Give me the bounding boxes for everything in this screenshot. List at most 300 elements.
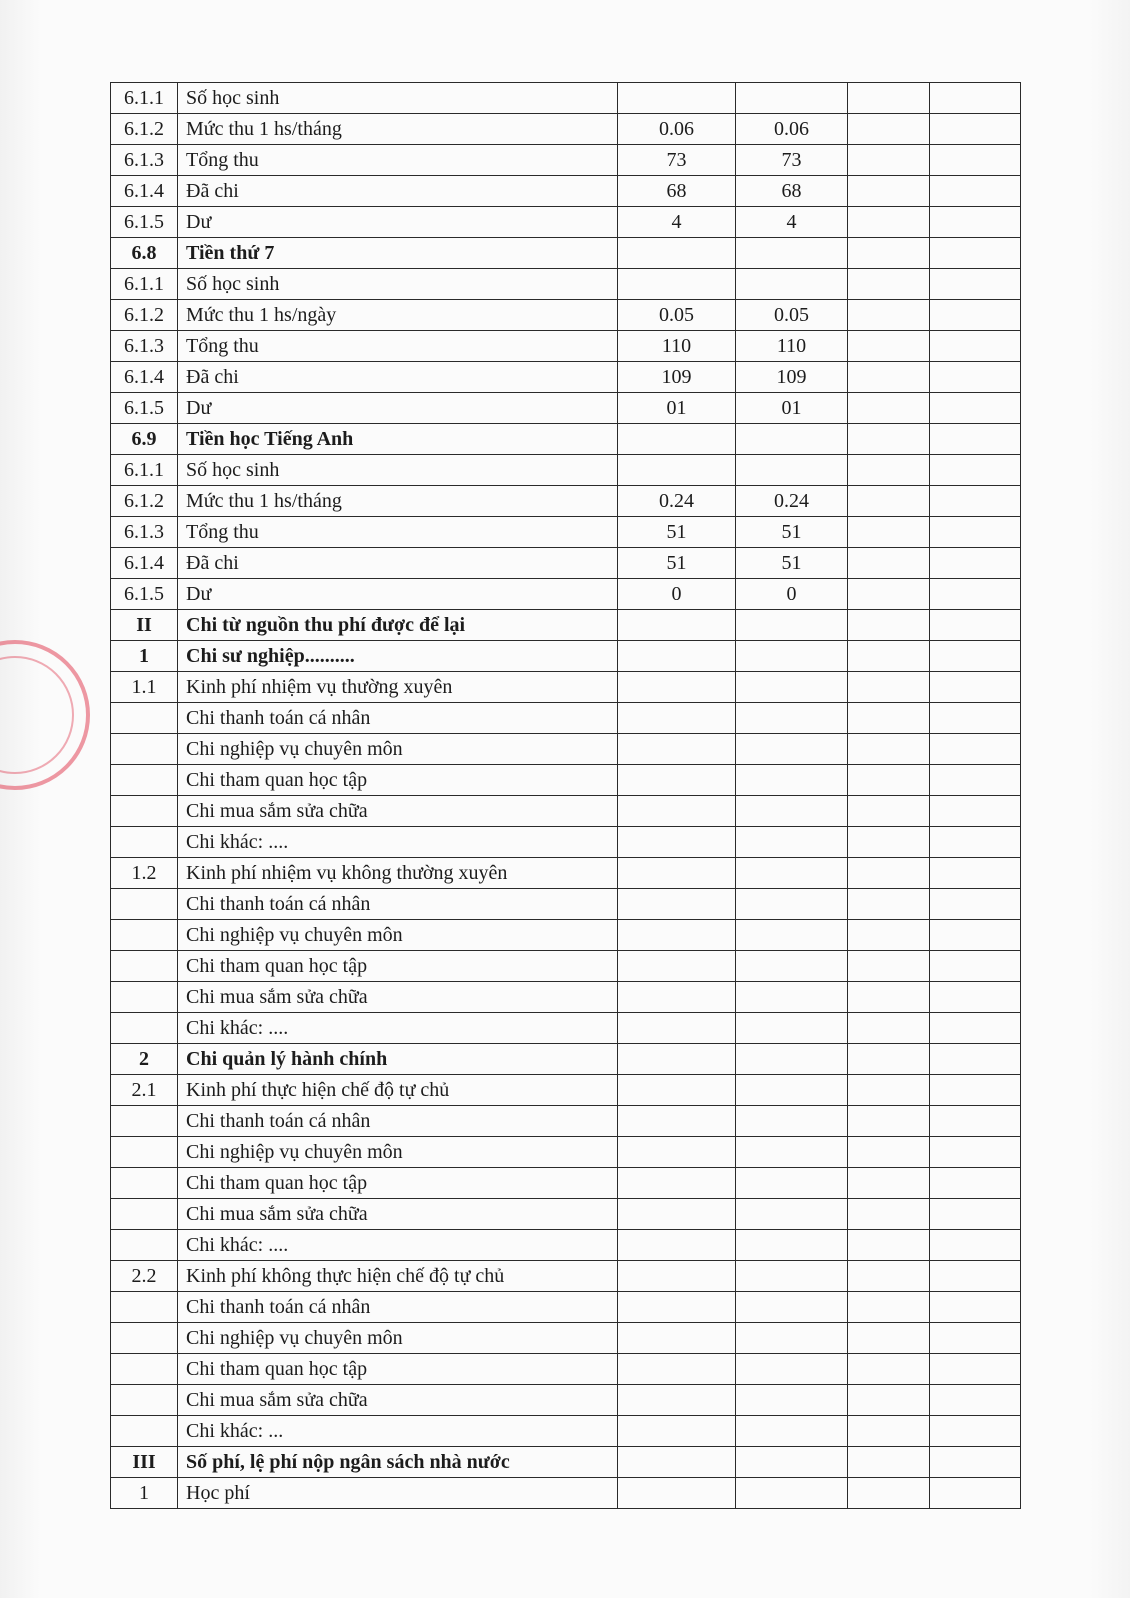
row-empty-cell	[930, 517, 1021, 548]
row-empty-cell	[930, 1354, 1021, 1385]
row-code-cell	[111, 951, 178, 982]
row-value-2-cell	[736, 796, 848, 827]
table-row	[111, 641, 1021, 672]
row-value-1-cell	[618, 796, 736, 827]
row-label-cell: Chi mua sắm sửa chữa	[178, 1199, 618, 1230]
row-empty-cell	[848, 207, 930, 238]
row-code-cell: 6.1.2	[111, 486, 178, 517]
row-label-cell: Chi nghiệp vụ chuyên môn	[178, 920, 618, 951]
row-value-2-cell	[736, 1447, 848, 1478]
row-code-cell	[111, 920, 178, 951]
row-value-2-cell	[736, 641, 848, 672]
row-label-cell: Tổng thu	[178, 331, 618, 362]
row-empty-cell	[930, 1075, 1021, 1106]
row-value-1-cell	[618, 951, 736, 982]
row-value-1-cell	[618, 765, 736, 796]
row-value-2-cell	[736, 1292, 848, 1323]
table-row	[111, 1137, 1021, 1168]
row-value-2-cell: 73	[736, 145, 848, 176]
row-label-cell: Chi sư nghiệp..........	[178, 641, 618, 672]
row-value-1-cell	[618, 1199, 736, 1230]
row-value-2-cell: 110	[736, 331, 848, 362]
row-empty-cell	[930, 1013, 1021, 1044]
table-row	[111, 796, 1021, 827]
table-row	[111, 765, 1021, 796]
row-value-1-cell	[618, 672, 736, 703]
row-value-2-cell: 0.06	[736, 114, 848, 145]
row-empty-cell	[848, 331, 930, 362]
row-empty-cell	[848, 300, 930, 331]
row-value-2-cell	[736, 1354, 848, 1385]
table-row	[111, 1416, 1021, 1447]
row-empty-cell	[930, 982, 1021, 1013]
row-value-1-cell	[618, 1075, 736, 1106]
table-row	[111, 207, 1021, 238]
row-value-1-cell	[618, 1292, 736, 1323]
row-code-cell	[111, 1199, 178, 1230]
row-value-2-cell: 0	[736, 579, 848, 610]
row-empty-cell	[848, 83, 930, 114]
row-label-cell: Kinh phí nhiệm vụ không thường xuyên	[178, 858, 618, 889]
row-value-2-cell	[736, 1013, 848, 1044]
row-code-cell	[111, 827, 178, 858]
row-empty-cell	[848, 1230, 930, 1261]
row-empty-cell	[848, 1323, 930, 1354]
row-empty-cell	[930, 331, 1021, 362]
row-empty-cell	[848, 982, 930, 1013]
row-value-2-cell	[736, 1416, 848, 1447]
row-empty-cell	[848, 176, 930, 207]
row-value-1-cell	[618, 734, 736, 765]
row-value-2-cell	[736, 238, 848, 269]
row-value-1-cell: 4	[618, 207, 736, 238]
row-value-1-cell	[618, 1385, 736, 1416]
row-empty-cell	[930, 827, 1021, 858]
row-code-cell: 6.1.3	[111, 145, 178, 176]
row-value-2-cell	[736, 703, 848, 734]
row-value-1-cell	[618, 1168, 736, 1199]
row-empty-cell	[848, 145, 930, 176]
row-label-cell: Dư	[178, 207, 618, 238]
row-empty-cell	[848, 610, 930, 641]
table-row	[111, 1013, 1021, 1044]
row-code-cell: 6.1.2	[111, 114, 178, 145]
table-row	[111, 1168, 1021, 1199]
row-empty-cell	[848, 486, 930, 517]
row-empty-cell	[930, 300, 1021, 331]
row-value-2-cell: 0.24	[736, 486, 848, 517]
row-empty-cell	[848, 1478, 930, 1509]
table-row	[111, 1106, 1021, 1137]
table-row	[111, 982, 1021, 1013]
row-code-cell	[111, 1106, 178, 1137]
row-value-1-cell	[618, 1106, 736, 1137]
row-value-1-cell	[618, 1013, 736, 1044]
row-empty-cell	[930, 1230, 1021, 1261]
budget-table-body	[111, 83, 1021, 1509]
table-row	[111, 1478, 1021, 1509]
row-empty-cell	[930, 951, 1021, 982]
row-value-2-cell	[736, 83, 848, 114]
row-empty-cell	[930, 1137, 1021, 1168]
row-empty-cell	[848, 269, 930, 300]
row-value-1-cell: 109	[618, 362, 736, 393]
row-empty-cell	[848, 641, 930, 672]
row-code-cell	[111, 1230, 178, 1261]
row-empty-cell	[930, 858, 1021, 889]
row-label-cell: Chi khác: ....	[178, 827, 618, 858]
table-row	[111, 889, 1021, 920]
table-row	[111, 238, 1021, 269]
row-label-cell: Chi thanh toán cá nhân	[178, 1292, 618, 1323]
row-code-cell	[111, 703, 178, 734]
row-value-2-cell	[736, 951, 848, 982]
table-row	[111, 393, 1021, 424]
row-value-2-cell	[736, 1199, 848, 1230]
row-code-cell: 6.1.1	[111, 455, 178, 486]
row-empty-cell	[930, 145, 1021, 176]
table-row	[111, 424, 1021, 455]
table-row	[111, 548, 1021, 579]
row-empty-cell	[930, 703, 1021, 734]
row-code-cell: III	[111, 1447, 178, 1478]
row-label-cell: Chi thanh toán cá nhân	[178, 703, 618, 734]
row-empty-cell	[930, 238, 1021, 269]
row-value-1-cell	[618, 703, 736, 734]
row-label-cell: Chi mua sắm sửa chữa	[178, 1385, 618, 1416]
row-value-1-cell: 51	[618, 517, 736, 548]
row-code-cell: 6.1.4	[111, 176, 178, 207]
row-value-2-cell	[736, 889, 848, 920]
row-empty-cell	[848, 1013, 930, 1044]
row-value-2-cell	[736, 424, 848, 455]
row-empty-cell	[930, 83, 1021, 114]
row-empty-cell	[930, 1261, 1021, 1292]
row-label-cell: Kinh phí không thực hiện chế độ tự chủ	[178, 1261, 618, 1292]
row-value-1-cell: 01	[618, 393, 736, 424]
table-row	[111, 1261, 1021, 1292]
row-empty-cell	[930, 1323, 1021, 1354]
row-code-cell: 6.8	[111, 238, 178, 269]
row-empty-cell	[930, 269, 1021, 300]
row-code-cell: 6.1.4	[111, 548, 178, 579]
row-empty-cell	[930, 393, 1021, 424]
row-value-2-cell	[736, 1385, 848, 1416]
row-label-cell: Chi thanh toán cá nhân	[178, 1106, 618, 1137]
table-row	[111, 83, 1021, 114]
table-row	[111, 827, 1021, 858]
row-value-2-cell	[736, 1230, 848, 1261]
row-empty-cell	[930, 548, 1021, 579]
row-label-cell: Số học sinh	[178, 455, 618, 486]
row-empty-cell	[930, 1385, 1021, 1416]
row-value-2-cell: 01	[736, 393, 848, 424]
row-label-cell: Đã chi	[178, 548, 618, 579]
row-label-cell: Chi khác: ...	[178, 1416, 618, 1447]
row-code-cell	[111, 765, 178, 796]
row-empty-cell	[848, 951, 930, 982]
row-empty-cell	[848, 1075, 930, 1106]
row-empty-cell	[930, 207, 1021, 238]
row-label-cell: Chi quản lý hành chính	[178, 1044, 618, 1075]
row-empty-cell	[930, 920, 1021, 951]
row-label-cell: Số phí, lệ phí nộp ngân sách nhà nước	[178, 1447, 618, 1478]
row-value-1-cell	[618, 238, 736, 269]
row-empty-cell	[848, 1447, 930, 1478]
row-value-2-cell: 0.05	[736, 300, 848, 331]
row-empty-cell	[930, 362, 1021, 393]
row-empty-cell	[848, 1168, 930, 1199]
budget-table	[110, 82, 1021, 1509]
row-value-1-cell	[618, 1478, 736, 1509]
row-empty-cell	[930, 1292, 1021, 1323]
row-empty-cell	[848, 703, 930, 734]
row-label-cell: Tiền học Tiếng Anh	[178, 424, 618, 455]
table-row	[111, 145, 1021, 176]
row-value-1-cell: 0.05	[618, 300, 736, 331]
row-empty-cell	[930, 486, 1021, 517]
table-row	[111, 114, 1021, 145]
row-code-cell	[111, 1354, 178, 1385]
row-empty-cell	[848, 1106, 930, 1137]
table-row	[111, 920, 1021, 951]
row-empty-cell	[930, 1106, 1021, 1137]
row-code-cell: 1	[111, 1478, 178, 1509]
row-code-cell	[111, 796, 178, 827]
row-label-cell: Số học sinh	[178, 269, 618, 300]
row-value-1-cell: 0.24	[618, 486, 736, 517]
row-value-1-cell	[618, 424, 736, 455]
row-value-1-cell	[618, 1230, 736, 1261]
row-value-2-cell	[736, 858, 848, 889]
row-empty-cell	[930, 610, 1021, 641]
row-empty-cell	[930, 672, 1021, 703]
row-empty-cell	[848, 424, 930, 455]
row-empty-cell	[848, 517, 930, 548]
table-row	[111, 331, 1021, 362]
row-value-1-cell	[618, 1137, 736, 1168]
row-empty-cell	[848, 765, 930, 796]
row-value-1-cell	[618, 83, 736, 114]
row-code-cell: 6.9	[111, 424, 178, 455]
row-value-2-cell	[736, 610, 848, 641]
table-row	[111, 1354, 1021, 1385]
row-value-1-cell	[618, 1261, 736, 1292]
row-value-1-cell: 68	[618, 176, 736, 207]
row-code-cell: 6.1.5	[111, 579, 178, 610]
table-row	[111, 734, 1021, 765]
row-empty-cell	[848, 362, 930, 393]
row-code-cell: 2.1	[111, 1075, 178, 1106]
row-code-cell: 6.1.2	[111, 300, 178, 331]
row-empty-cell	[930, 1478, 1021, 1509]
row-value-1-cell	[618, 858, 736, 889]
row-value-1-cell: 110	[618, 331, 736, 362]
row-value-1-cell: 0	[618, 579, 736, 610]
row-value-2-cell	[736, 1044, 848, 1075]
row-code-cell	[111, 889, 178, 920]
row-code-cell: 2	[111, 1044, 178, 1075]
table-row	[111, 1044, 1021, 1075]
row-value-1-cell	[618, 920, 736, 951]
row-label-cell: Kinh phí thực hiện chế độ tự chủ	[178, 1075, 618, 1106]
row-value-2-cell	[736, 1478, 848, 1509]
row-value-2-cell: 109	[736, 362, 848, 393]
row-empty-cell	[848, 920, 930, 951]
row-empty-cell	[848, 734, 930, 765]
row-code-cell: 6.1.1	[111, 269, 178, 300]
row-empty-cell	[930, 176, 1021, 207]
table-row	[111, 1385, 1021, 1416]
table-row	[111, 300, 1021, 331]
row-value-1-cell	[618, 1044, 736, 1075]
row-value-2-cell	[736, 982, 848, 1013]
row-label-cell: Chi khác: ....	[178, 1230, 618, 1261]
table-row	[111, 610, 1021, 641]
row-empty-cell	[848, 1416, 930, 1447]
row-value-2-cell: 51	[736, 517, 848, 548]
row-label-cell: Mức thu 1 hs/ngày	[178, 300, 618, 331]
row-value-1-cell: 0.06	[618, 114, 736, 145]
row-label-cell: Học phí	[178, 1478, 618, 1509]
row-label-cell: Dư	[178, 579, 618, 610]
row-empty-cell	[930, 889, 1021, 920]
row-code-cell	[111, 1013, 178, 1044]
row-empty-cell	[930, 765, 1021, 796]
row-empty-cell	[848, 889, 930, 920]
table-row	[111, 455, 1021, 486]
row-empty-cell	[930, 796, 1021, 827]
row-label-cell: Chi tham quan học tập	[178, 951, 618, 982]
row-empty-cell	[848, 548, 930, 579]
row-code-cell: 6.1.5	[111, 393, 178, 424]
row-label-cell: Tiền thứ 7	[178, 238, 618, 269]
row-code-cell: 1	[111, 641, 178, 672]
row-empty-cell	[848, 393, 930, 424]
row-empty-cell	[930, 1168, 1021, 1199]
row-value-2-cell	[736, 1106, 848, 1137]
row-empty-cell	[848, 827, 930, 858]
row-empty-cell	[848, 1385, 930, 1416]
row-value-2-cell	[736, 734, 848, 765]
table-row	[111, 951, 1021, 982]
row-label-cell: Dư	[178, 393, 618, 424]
row-value-1-cell	[618, 269, 736, 300]
table-row	[111, 672, 1021, 703]
row-code-cell: 1.1	[111, 672, 178, 703]
table-row	[111, 269, 1021, 300]
row-value-1-cell	[618, 1447, 736, 1478]
table-row	[111, 517, 1021, 548]
row-label-cell: Mức thu 1 hs/tháng	[178, 114, 618, 145]
row-empty-cell	[930, 641, 1021, 672]
row-value-1-cell	[618, 1323, 736, 1354]
row-code-cell: 6.1.3	[111, 331, 178, 362]
row-empty-cell	[930, 1447, 1021, 1478]
row-empty-cell	[848, 1137, 930, 1168]
row-empty-cell	[848, 796, 930, 827]
row-label-cell: Tổng thu	[178, 517, 618, 548]
row-value-2-cell: 51	[736, 548, 848, 579]
row-value-1-cell	[618, 610, 736, 641]
row-code-cell	[111, 1385, 178, 1416]
row-label-cell: Chi nghiệp vụ chuyên môn	[178, 734, 618, 765]
row-value-1-cell: 51	[618, 548, 736, 579]
row-value-2-cell	[736, 1168, 848, 1199]
table-row	[111, 1230, 1021, 1261]
row-label-cell: Mức thu 1 hs/tháng	[178, 486, 618, 517]
row-label-cell: Đã chi	[178, 176, 618, 207]
row-code-cell: 6.1.3	[111, 517, 178, 548]
row-empty-cell	[930, 734, 1021, 765]
row-code-cell	[111, 1416, 178, 1447]
row-value-1-cell	[618, 982, 736, 1013]
row-empty-cell	[848, 1261, 930, 1292]
row-label-cell: Chi mua sắm sửa chữa	[178, 982, 618, 1013]
row-code-cell: 2.2	[111, 1261, 178, 1292]
row-empty-cell	[930, 114, 1021, 145]
row-empty-cell	[930, 1416, 1021, 1447]
row-code-cell	[111, 982, 178, 1013]
table-row	[111, 362, 1021, 393]
table-row	[111, 1199, 1021, 1230]
table-row	[111, 579, 1021, 610]
row-label-cell: Số học sinh	[178, 83, 618, 114]
row-empty-cell	[848, 579, 930, 610]
row-label-cell: Chi khác: ....	[178, 1013, 618, 1044]
row-empty-cell	[848, 455, 930, 486]
row-label-cell: Chi tham quan học tập	[178, 765, 618, 796]
table-row	[111, 858, 1021, 889]
row-code-cell	[111, 1292, 178, 1323]
row-value-2-cell	[736, 827, 848, 858]
row-code-cell: 6.1.1	[111, 83, 178, 114]
row-value-1-cell	[618, 455, 736, 486]
row-code-cell: 1.2	[111, 858, 178, 889]
row-value-2-cell	[736, 1323, 848, 1354]
row-label-cell: Chi tham quan học tập	[178, 1168, 618, 1199]
row-value-2-cell	[736, 672, 848, 703]
row-code-cell	[111, 734, 178, 765]
row-value-1-cell: 73	[618, 145, 736, 176]
row-empty-cell	[930, 1199, 1021, 1230]
row-value-2-cell	[736, 1137, 848, 1168]
row-value-2-cell	[736, 1261, 848, 1292]
row-label-cell: Chi nghiệp vụ chuyên môn	[178, 1137, 618, 1168]
row-empty-cell	[930, 579, 1021, 610]
row-code-cell: II	[111, 610, 178, 641]
row-label-cell: Chi thanh toán cá nhân	[178, 889, 618, 920]
table-row	[111, 1447, 1021, 1478]
row-value-1-cell	[618, 1416, 736, 1447]
row-value-2-cell: 4	[736, 207, 848, 238]
row-value-1-cell	[618, 641, 736, 672]
row-value-2-cell	[736, 765, 848, 796]
row-empty-cell	[930, 1044, 1021, 1075]
table-row	[111, 1075, 1021, 1106]
row-value-1-cell	[618, 1354, 736, 1385]
row-code-cell	[111, 1137, 178, 1168]
table-row	[111, 703, 1021, 734]
row-value-2-cell	[736, 269, 848, 300]
row-code-cell	[111, 1323, 178, 1354]
table-row	[111, 486, 1021, 517]
row-label-cell: Chi nghiệp vụ chuyên môn	[178, 1323, 618, 1354]
row-code-cell	[111, 1168, 178, 1199]
row-value-2-cell	[736, 455, 848, 486]
row-label-cell: Chi tham quan học tập	[178, 1354, 618, 1385]
row-empty-cell	[848, 1044, 930, 1075]
